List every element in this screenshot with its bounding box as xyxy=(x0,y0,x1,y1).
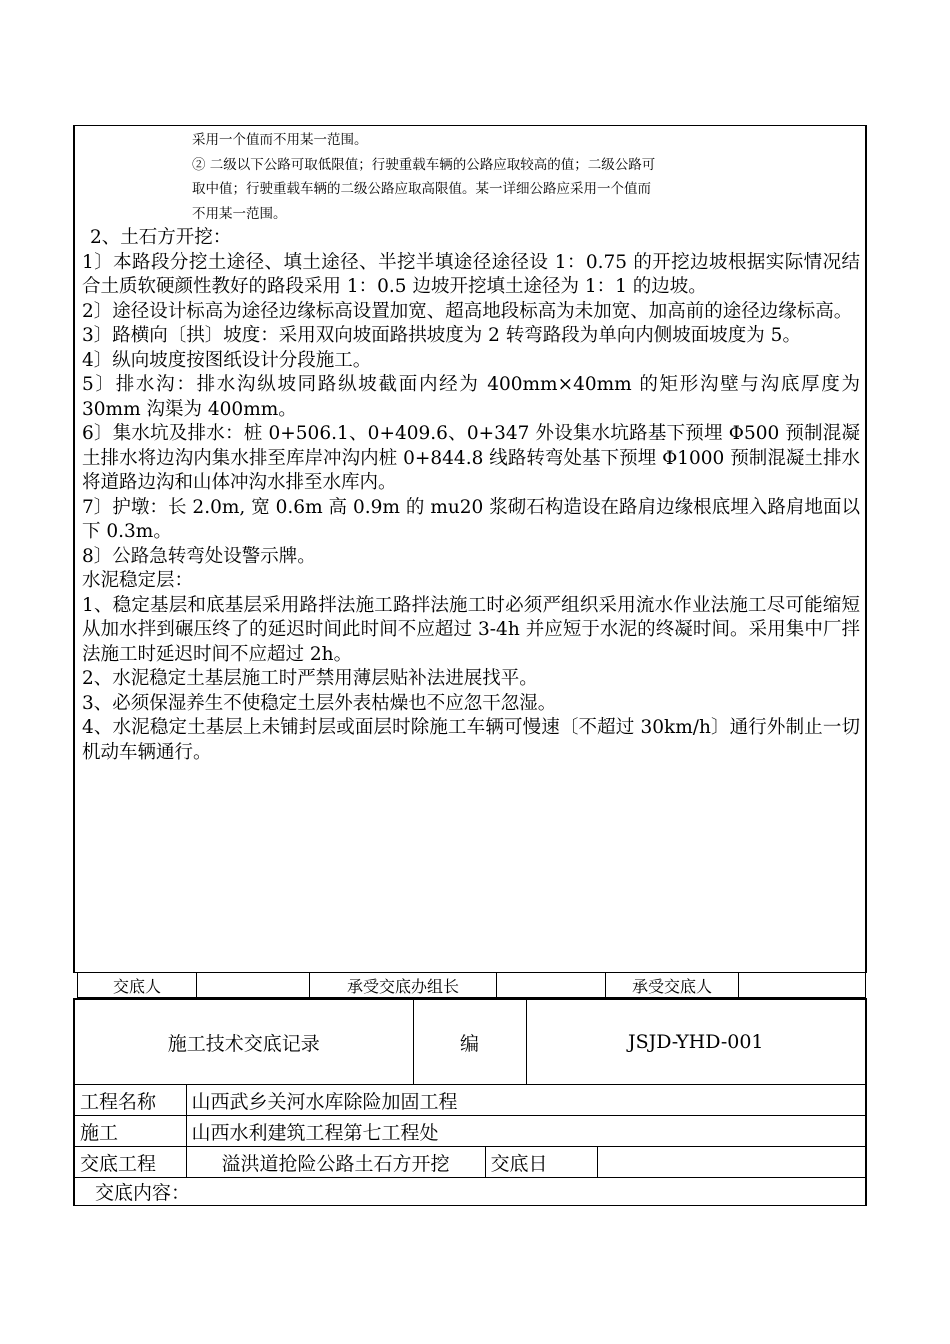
paragraph: 5〕排水沟：排水沟纵坡同路纵坡截面内经为 400mm×40mm 的矩形沟壁与沟底厚度为 30mm 沟渠为 400mm。 xyxy=(82,374,860,420)
section-heading: 2、土石方开挖： xyxy=(90,227,232,248)
notes-block xyxy=(192,128,772,226)
paragraph: 1、稳定基层和底基层采用路拌法施工路拌法施工时必须严组织采用流水作业法施工尽可能缩短从加水拌到碾压终了的延迟时间此时间不应超过 3-4h 并应短于水泥的终凝时间。采用集中厂拌法施工时延迟时间不应超过 2h。 xyxy=(82,594,860,665)
note-line: ② 二级以下公路可取低限值；行驶重载车辆的公路应取较高的值；二级公路可 xyxy=(192,156,656,173)
record-header-table xyxy=(73,998,867,1206)
code-label: 编 xyxy=(413,999,526,1085)
paragraph: 1〕本路段分挖土途径、填土途径、半挖半填途径途径设 1：0.75 的开挖边坡根据实际情况结合土质软硬颜性教好的路段采用 1：0.5 边坡开挖填土途径为 1：1 的边坡。 xyxy=(82,251,860,297)
receiver-value[interactable] xyxy=(739,973,866,998)
content-label: 交底内容： xyxy=(74,1178,866,1206)
note-line: 不用某一范围。 xyxy=(192,205,287,222)
group-leader-value[interactable] xyxy=(497,973,606,998)
note-line: 取中值；行驶重载车辆的二级公路应取高限值。某一详细公路应采用一个值而 xyxy=(192,181,651,197)
project-value: 山西武乡关河水库除险加固工程 xyxy=(186,1085,866,1116)
record-title: 施工技术交底记录 xyxy=(74,999,413,1085)
code-value: JSJD-YHD-001 xyxy=(526,999,866,1085)
project-label: 工程名称 xyxy=(74,1085,186,1116)
paragraph: 8〕公路急转弯处设警示牌。 xyxy=(82,545,316,567)
date-value[interactable] xyxy=(597,1147,866,1178)
handover-person-label: 交底人 xyxy=(78,973,197,998)
group-leader-label: 承受交底办组长 xyxy=(310,973,497,998)
paragraph: 2〕途径设计标高为途径边缘标高设置加宽、超高地段标高为未加宽、加高前的途径边缘标高。 xyxy=(82,300,853,322)
paragraph: 2、水泥稳定土基层施工时严禁用薄层贴补法进展找平。 xyxy=(82,668,538,689)
body-text xyxy=(82,226,860,765)
paragraph: 4〕纵向坡度按图纸设计分段施工。 xyxy=(82,349,372,371)
paragraph: 6〕集水坑及排水：桩 0+506.1、0+409.6、0+347 外设集水坑路基下预埋 Φ500 预制混凝土排水将边沟内集水排至库岸冲沟内桩 0+844.8 线路转弯处基下预埋 Φ1000 预制混凝土排水将道路边沟和山体冲沟水排至水库内。 xyxy=(82,423,860,493)
item-label: 交底工程 xyxy=(74,1147,186,1178)
handover-person-value[interactable] xyxy=(197,973,310,998)
construction-value: 山西水利建筑工程第七工程处 xyxy=(186,1116,866,1147)
date-label: 交底日 xyxy=(485,1147,597,1178)
paragraph: 4、水泥稳定土基层上未铺封层或面层时除施工车辆可慢速〔不超过 30km/h〕通行外制止一切机动车辆通行。 xyxy=(82,717,860,763)
receiver-label: 承受交底人 xyxy=(606,973,739,998)
paragraph: 7〕护墩：长 2.0m, 宽 0.6m 高 0.9m 的 mu20 浆砌石构造设在路肩边缘根底埋入路肩地面以下 0.3m。 xyxy=(82,496,860,542)
note-line: 采用一个值而不用某一范围。 xyxy=(192,132,368,148)
signature-table xyxy=(77,972,866,998)
paragraph: 3、必须保湿养生不使稳定土层外表枯燥也不应忽干忽湿。 xyxy=(82,692,557,714)
construction-label: 施工 xyxy=(74,1116,186,1147)
paragraph: 3〕路横向〔拱〕坡度：采用双向坡面路拱坡度为 2 转弯路段为单向内侧坡面坡度为 5。 xyxy=(82,325,801,346)
item-value: 溢洪道抢险公路土石方开挖 xyxy=(186,1147,485,1178)
section-heading: 水泥稳定层： xyxy=(82,570,194,591)
